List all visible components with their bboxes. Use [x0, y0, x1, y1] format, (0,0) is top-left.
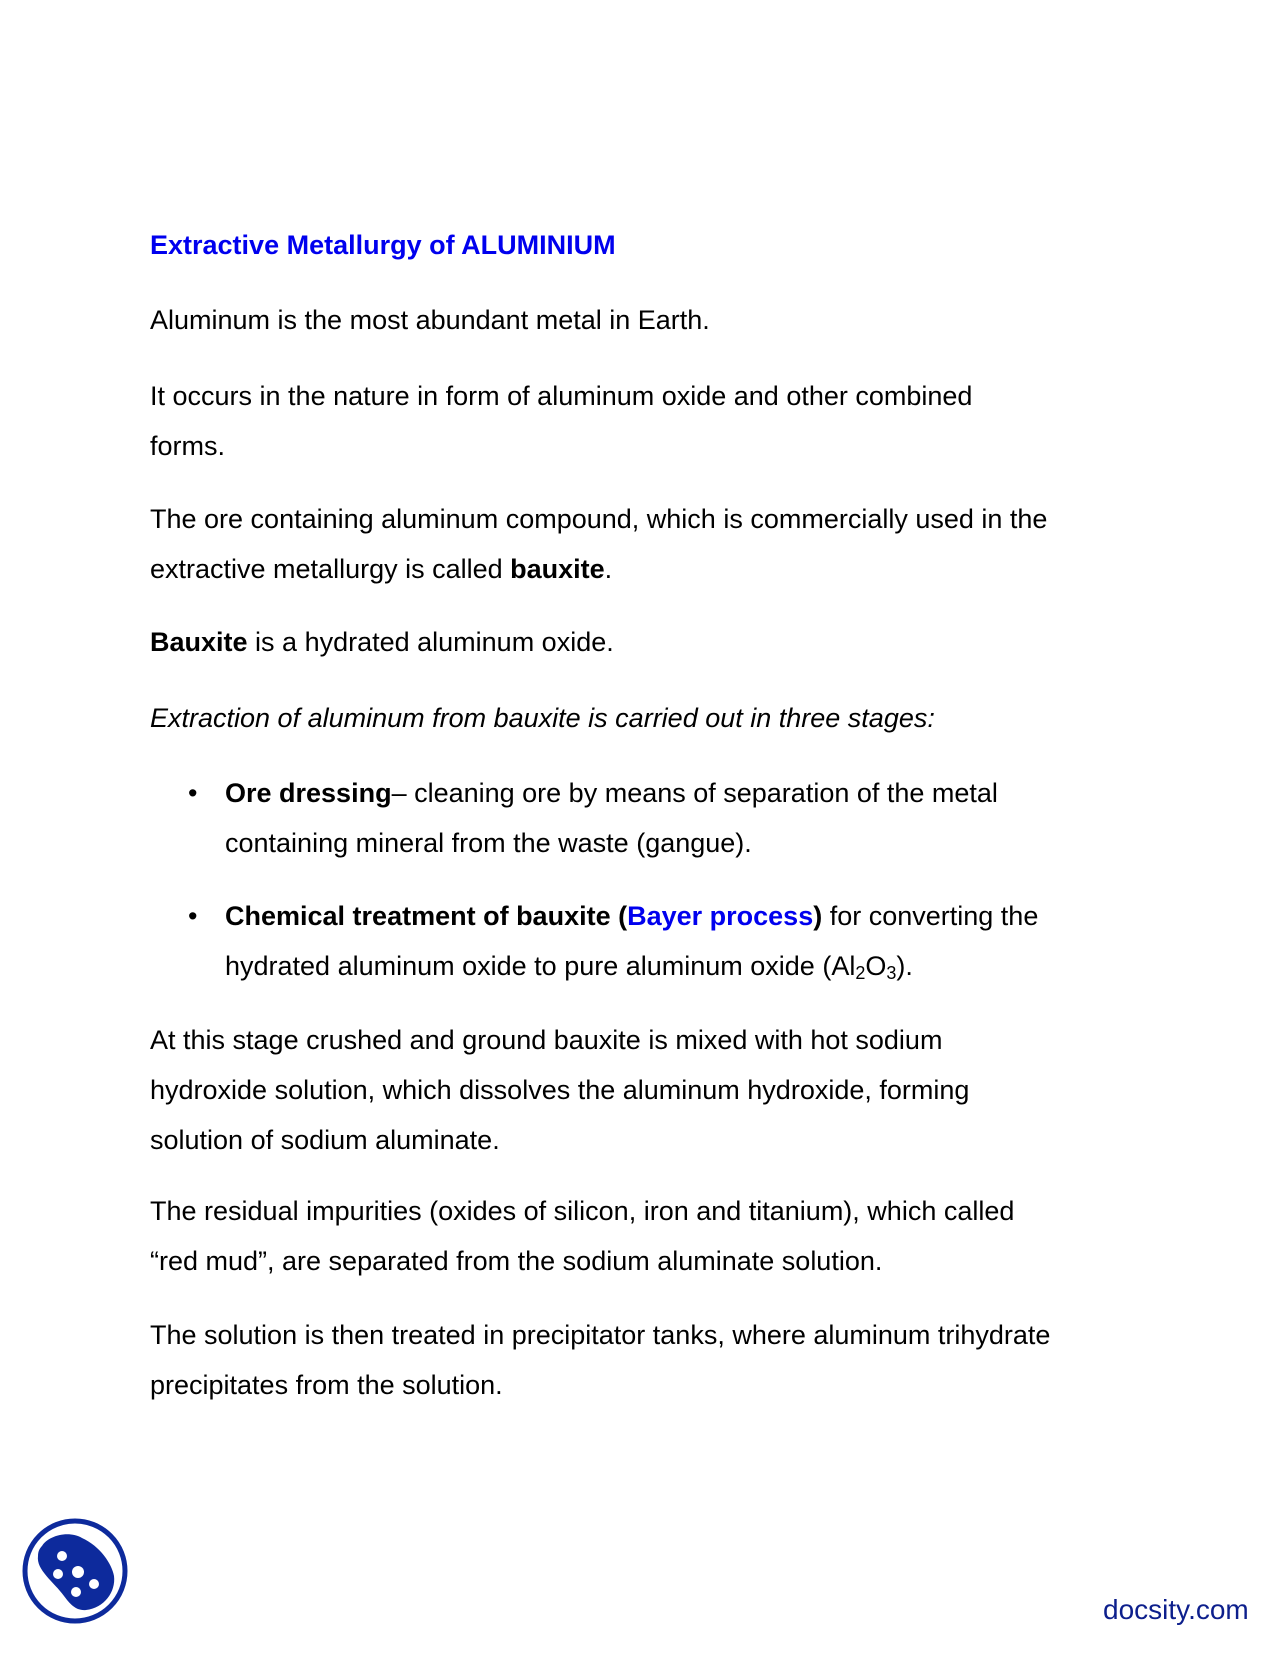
term-bauxite: Bauxite — [150, 627, 248, 657]
paragraph-text: Extraction of aluminum from bauxite is carried out in three stages: — [150, 703, 935, 733]
paragraph-text: precipitates from the solution. — [150, 1370, 503, 1400]
paragraph-stages-intro — [150, 693, 1130, 743]
paragraph-text: is a hydrated aluminum oxide. — [247, 627, 614, 657]
paragraph-text: The ore containing aluminum compound, which is commercially used in the — [150, 504, 1048, 534]
paragraph-text: extractive metallurgy is called — [150, 554, 511, 584]
paragraph-text: hydroxide solution, which dissolves the aluminum hydroxide, forming — [150, 1075, 970, 1105]
subscript: 3 — [886, 963, 897, 983]
bullet-text-line: – cleaning ore by means of separation of the metal — [391, 778, 998, 808]
bullet-text-line: for converting the — [822, 901, 1039, 931]
bullet-bold-text: ) — [813, 901, 823, 931]
paragraph-text: The residual impurities (oxides of silicon, iron and titanium), which called — [150, 1196, 1015, 1226]
paragraph-text: “red mud”, are separated from the sodium aluminate solution. — [150, 1246, 883, 1276]
paragraph-text: solution of sodium aluminate. — [150, 1125, 500, 1155]
paragraph-abundance — [150, 295, 1130, 345]
paragraph-ore — [150, 494, 1130, 594]
bullet-icon: • — [188, 778, 198, 808]
docsity-brand-link[interactable]: docsity.com — [1103, 1594, 1249, 1625]
paragraph-precipitation — [150, 1310, 1130, 1410]
bayer-process-link[interactable]: Bayer process — [627, 901, 814, 931]
bullet-text — [225, 768, 1125, 868]
term-bauxite: bauxite — [510, 554, 605, 584]
bullet-text-line: hydrated aluminum oxide to pure aluminum oxide (Al — [225, 951, 856, 981]
bullet-text-line: containing mineral from the waste (gangue). — [225, 828, 752, 858]
bullet-icon: • — [188, 901, 198, 931]
paragraph-bauxite-definition — [150, 617, 1130, 667]
paragraph-text: Aluminum is the most abundant metal in Earth. — [150, 305, 710, 335]
bullet-text-line: O — [865, 951, 887, 981]
paragraph-text: The solution is then treated in precipitator tanks, where aluminum trihydrate — [150, 1320, 1051, 1350]
bullet-bold-text: Chemical treatment of bauxite ( — [225, 901, 628, 931]
term-ore-dressing: Ore dressing — [225, 778, 392, 808]
term-chemical-treatment — [225, 901, 822, 931]
bullet-text-line: ). — [896, 951, 913, 981]
bullet-text — [225, 891, 1125, 991]
paragraph-bayer-stage — [150, 1015, 1130, 1165]
paragraph-occurrence — [150, 371, 1130, 471]
subscript: 2 — [855, 963, 866, 983]
paragraph-text: forms. — [150, 431, 226, 461]
paragraph-text: It occurs in the nature in form of aluminum oxide and other combined — [150, 381, 973, 411]
docsity-logo-icon — [20, 1516, 130, 1626]
paragraph-text: At this stage crushed and ground bauxite is mixed with hot sodium — [150, 1025, 943, 1055]
document-title: Extractive Metallurgy of ALUMINIUM — [150, 230, 616, 260]
paragraph-red-mud — [150, 1186, 1130, 1286]
paragraph-text: . — [604, 554, 613, 584]
docsity-logo-icon[interactable] — [20, 1516, 130, 1626]
